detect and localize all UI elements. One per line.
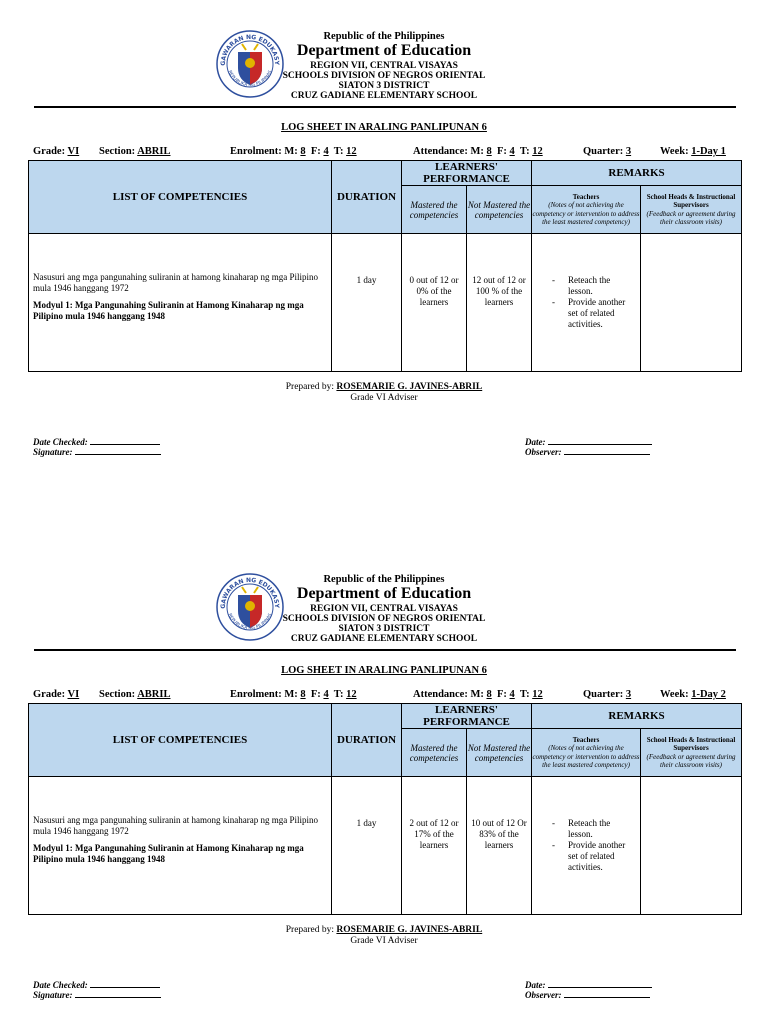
mastered-header: Mastered the competencies <box>402 729 467 777</box>
date-checked-field: Date Checked: <box>33 979 160 990</box>
prepared-by: Prepared by: ROSEMARIE G. JAVINES-ABRIL <box>285 382 483 392</box>
quarter-field: Quarter: 3 <box>583 689 632 700</box>
republic-line: Republic of the Philippines <box>323 574 445 585</box>
observer-field: Observer: <box>525 446 650 457</box>
competency-text: Nasusuri ang mga pangunahing suliranin at hamong kinaharap ng mga Pilipino mula 1946 hanggang 1972 <box>33 272 318 293</box>
week-field: Week: 1-Day 1 <box>660 146 726 157</box>
remarks-list <box>538 275 636 330</box>
teacher-remarks-cell <box>532 234 641 372</box>
division-line: SCHOOLS DIVISION OF NEGROS ORIENTAL <box>282 614 486 624</box>
week-field: Week: 1-Day 2 <box>660 689 726 700</box>
competencies-header: LIST OF COMPETENCIES <box>29 704 332 777</box>
log-sheet-title: LOG SHEET IN ARALING PANLIPUNAN 6 <box>281 665 487 676</box>
teacher-remarks-cell <box>532 777 641 915</box>
adviser-role: Grade VI Adviser <box>350 393 418 403</box>
module-text: Modyul 1: Mga Pangunahing Suliranin at Hamong Kinaharap ng mga Pilipino mula 1946 hanggang 1948 <box>33 843 304 864</box>
date-field: Date: <box>525 979 652 990</box>
svg-text:KAGAWARAN NG EDUKASYON: GAWARAN NG EDUKASY <box>219 576 281 609</box>
learners-performance-header: LEARNERS' PERFORMANCE <box>402 161 532 186</box>
school-heads-header: School Heads & Instructional Supervisors (Feedback or agreement during their classroom visits) <box>641 729 742 777</box>
region-line: REGION VII, CENTRAL VISAYAS <box>310 61 458 71</box>
header-divider <box>34 649 736 651</box>
mastered-cell: 0 out of 12 or 0% of the learners <box>402 234 467 372</box>
not-mastered-cell: 12 out of 12 or 100 % of the learners <box>467 234 532 372</box>
district-line: SIATON 3 DISTRICT <box>338 81 430 91</box>
attendance-field: Attendance: M: 8 F: 4 T: 12 <box>413 689 543 700</box>
competencies-header: LIST OF COMPETENCIES <box>29 161 332 234</box>
svg-text:REPUBLIKA NG PILIPINAS: REPUBLIKA NG PILIPINAS <box>226 69 274 89</box>
letterhead <box>0 30 768 110</box>
svg-text:REPUBLIKA NG PILIPINAS: REPUBLIKA NG PILIPINAS <box>226 612 274 632</box>
section-field: Section: ABRIL <box>99 689 171 700</box>
grade-field: Grade: VI <box>33 146 80 157</box>
quarter-field: Quarter: 3 <box>583 146 632 157</box>
observer-field: Observer: <box>525 989 650 1000</box>
header-divider <box>34 106 736 108</box>
department-name: Department of Education <box>296 585 472 602</box>
grade-field: Grade: VI <box>33 689 80 700</box>
log-sheet-title: LOG SHEET IN ARALING PANLIPUNAN 6 <box>281 122 487 133</box>
republic-line: Republic of the Philippines <box>323 31 445 42</box>
competency-text: Nasusuri ang mga pangunahing suliranin at hamong kinaharap ng mga Pilipino mula 1946 hanggang 1972 <box>33 815 318 836</box>
remark-item: - Reteach the lesson. <box>552 275 611 296</box>
remark-item: - Provide another set of related activities. <box>552 297 626 329</box>
svg-text:KAGAWARAN NG EDUKASYON: GAWARAN NG EDUKASY <box>219 33 281 66</box>
mastered-header: Mastered the competencies <box>402 186 467 234</box>
attendance-field: Attendance: M: 8 F: 4 T: 12 <box>413 146 543 157</box>
not-mastered-cell: 10 out of 12 Or 83% of the learners <box>467 777 532 915</box>
teachers-header: Teachers (Notes of not achieving the competency or intervention to address the least mastered competency) <box>532 729 641 777</box>
competency-table <box>28 703 742 915</box>
mastered-cell: 2 out of 12 or 17% of the learners <box>402 777 467 915</box>
competency-cell <box>29 234 332 372</box>
school-line: CRUZ GADIANE ELEMENTARY SCHOOL <box>290 634 478 644</box>
not-mastered-header: Not Mastered the competencies <box>467 186 532 234</box>
remarks-header: REMARKS <box>532 704 742 729</box>
date-checked-field: Date Checked: <box>33 436 160 447</box>
adviser-role: Grade VI Adviser <box>350 936 418 946</box>
prepared-by: Prepared by: ROSEMARIE G. JAVINES-ABRIL <box>285 925 483 935</box>
duration-cell: 1 day <box>332 234 402 372</box>
school-line: CRUZ GADIANE ELEMENTARY SCHOOL <box>290 91 478 101</box>
signature-field: Signature: <box>33 989 161 1000</box>
school-heads-header: School Heads & Instructional Supervisors (Feedback or agreement during their classroom visits) <box>641 186 742 234</box>
school-head-remarks-cell <box>641 234 742 372</box>
school-head-remarks-cell <box>641 777 742 915</box>
competency-cell <box>29 777 332 915</box>
remarks-header: REMARKS <box>532 161 742 186</box>
section-field: Section: ABRIL <box>99 146 171 157</box>
remarks-list <box>538 818 636 873</box>
signature-field: Signature: <box>33 446 161 457</box>
remark-item: - Reteach the lesson. <box>552 818 611 839</box>
enrolment-field: Enrolment: M: 8 F: 4 T: 12 <box>230 146 357 157</box>
not-mastered-header: Not Mastered the competencies <box>467 729 532 777</box>
enrolment-field: Enrolment: M: 8 F: 4 T: 12 <box>230 689 357 700</box>
log-sheet-1 <box>0 30 768 470</box>
remark-item: - Provide another set of related activities. <box>552 840 626 872</box>
competency-table <box>28 160 742 372</box>
duration-header: DURATION <box>332 704 402 777</box>
module-text: Modyul 1: Mga Pangunahing Suliranin at Hamong Kinaharap ng mga Pilipino mula 1946 hanggang 1948 <box>33 300 304 321</box>
teachers-header: Teachers (Notes of not achieving the competency or intervention to address the least mastered competency) <box>532 186 641 234</box>
date-field: Date: <box>525 436 652 447</box>
letterhead <box>0 573 768 653</box>
learners-performance-header: LEARNERS' PERFORMANCE <box>402 704 532 729</box>
region-line: REGION VII, CENTRAL VISAYAS <box>310 604 458 614</box>
district-line: SIATON 3 DISTRICT <box>338 624 430 634</box>
division-line: SCHOOLS DIVISION OF NEGROS ORIENTAL <box>282 71 486 81</box>
log-sheet-2 <box>0 573 768 1013</box>
duration-cell: 1 day <box>332 777 402 915</box>
duration-header: DURATION <box>332 161 402 234</box>
department-name: Department of Education <box>296 42 472 59</box>
